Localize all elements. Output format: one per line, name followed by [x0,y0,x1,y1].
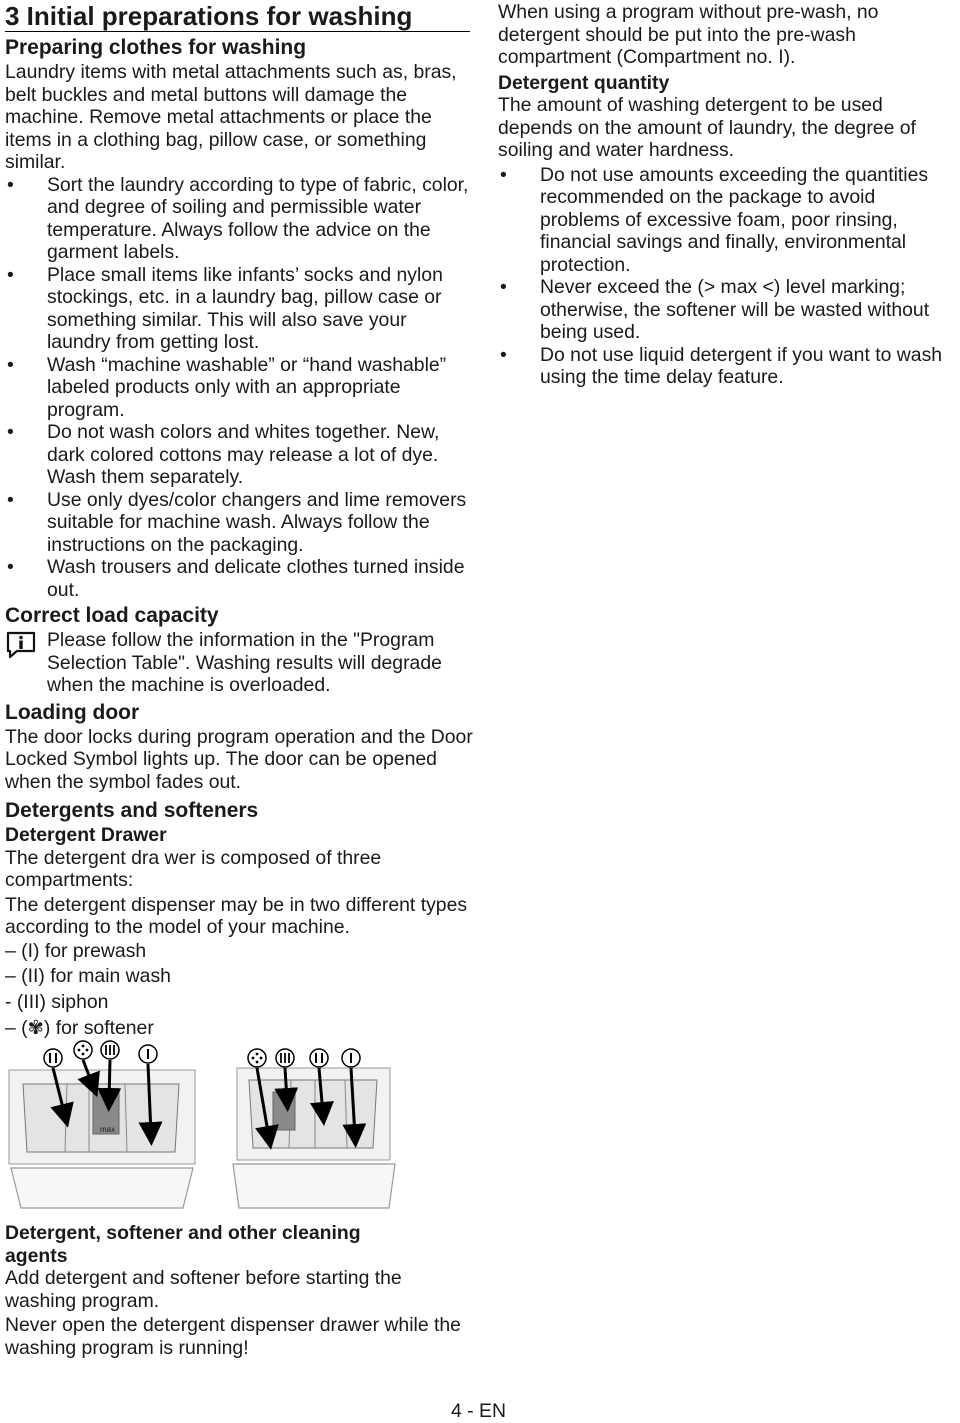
page-number: 4 - EN [451,1400,506,1422]
cleaning-text-2: Never open the detergent dispenser drawer while the washing program is running! [5,1314,461,1359]
list-item: • Wash trousers and delicate clothes turned inside out. [7,556,465,601]
drawer-1 [9,1070,195,1208]
load-info-note [5,629,473,697]
max-label: max [100,1125,116,1134]
siphon-icon [101,1041,119,1059]
cleaning-text-1: Add detergent and softener before starting the washing program. [5,1267,402,1312]
load-heading: Correct load capacity [5,604,219,627]
compartment-siphon: - (III) siphon [5,991,109,1014]
drawer-text-2: The detergent dispenser may be in two different types according to the model of your machine. [5,893,468,938]
compartment-main-wash: – (II) for main wash [5,965,171,988]
bullet-glyph: • [7,263,14,286]
compartment-prewash: – (I) for prewash [5,939,147,962]
cleaning-agents-section [5,1222,473,1359]
cleaning-heading: Detergent, softener and other cleaning agents [5,1222,361,1267]
chapter-title: 3 Initial preparations for washing [5,0,470,32]
preparing-intro: Laundry items with metal attachments such as, bras, belt buckles and metal buttons will damage the machine. Remove metal attachments or place the items in a clothing bag, pillow case, or something similar. [5,61,457,173]
left-column [5,0,473,1042]
load-info-text: Please follow the information in the "Program Selection Table". Washing results will degrade when the machine is overloaded. [47,629,442,696]
compartment-softener: – (✾) for softener [5,1016,154,1039]
detergent-drawer-figure [5,1040,415,1212]
preparing-heading: Preparing clothes for washing [5,36,307,59]
list-item: • Use only dyes/color changers and lime removers suitable for machine wash. Always follow the instructions on the packaging. [7,488,467,556]
info-icon [5,631,37,659]
main-wash-icon [310,1049,328,1067]
detergent-quantity-text: The amount of washing detergent to be used depends on the amount of laundry, the degree of soiling and water hardness. [498,94,916,161]
quantity-bullets [498,164,956,389]
bullet-glyph: • [500,163,507,186]
list-item: • Sort the laundry according to type of fabric, color, and degree of soiling and permissible water temperature. Always follow the advice on the garment labels. [7,173,469,263]
list-item: • Wash “machine washable” or “hand washable” labeled products only with an appropriate program. [7,353,447,421]
softener-icon [248,1049,266,1067]
drawer-text-1: The detergent dra wer is composed of three compartments: [5,846,382,891]
main-wash-icon [44,1049,62,1067]
list-item: • Place small items like infants’ socks and nylon stockings, etc. in a laundry bag, pillow case or something similar. This will also save your laundry from getting lost. [7,263,443,353]
bullet-glyph: • [7,556,14,578]
detergents-heading: Detergents and softeners [5,799,259,822]
right-column [498,1,956,389]
bullet-glyph: • [7,421,14,443]
list-item: • Do not wash colors and whites together. New, dark colored cottons may release a lot of dye. Wash them separately. [7,421,440,488]
list-item: • Never exceed the (> max <) level marking; otherwise, the softener will be wasted without being used. [500,276,930,343]
bullet-glyph: • [500,276,507,298]
prewash-icon [342,1049,360,1067]
bullet-glyph: • [500,343,507,366]
bullet-glyph: • [7,173,14,196]
softener-icon [74,1041,92,1059]
prewash-note: When using a program without pre-wash, no detergent should be put into the pre-wash compartment (Compartment no. I). [498,1,879,68]
detergent-drawer-heading: Detergent Drawer [5,824,167,846]
door-heading: Loading door [5,700,140,724]
detergent-quantity-heading: Detergent quantity [498,71,670,94]
prewash-icon [139,1045,157,1063]
bullet-glyph: • [7,353,14,376]
siphon-icon [276,1049,294,1067]
door-text: The door locks during program operation and the Door Locked Symbol lights up. The door can be opened when the symbol fades out. [5,725,473,793]
preparing-bullets [5,174,473,602]
list-item: • Do not use amounts exceeding the quantities recommended on the package to avoid problems of excessive foam, poor rinsing, financial savings and finally, environmental protection. [500,163,929,276]
list-item: • Do not use liquid detergent if you want to wash using the time delay feature. [500,343,943,388]
drawer-2 [233,1068,395,1208]
bullet-glyph: • [7,488,14,511]
